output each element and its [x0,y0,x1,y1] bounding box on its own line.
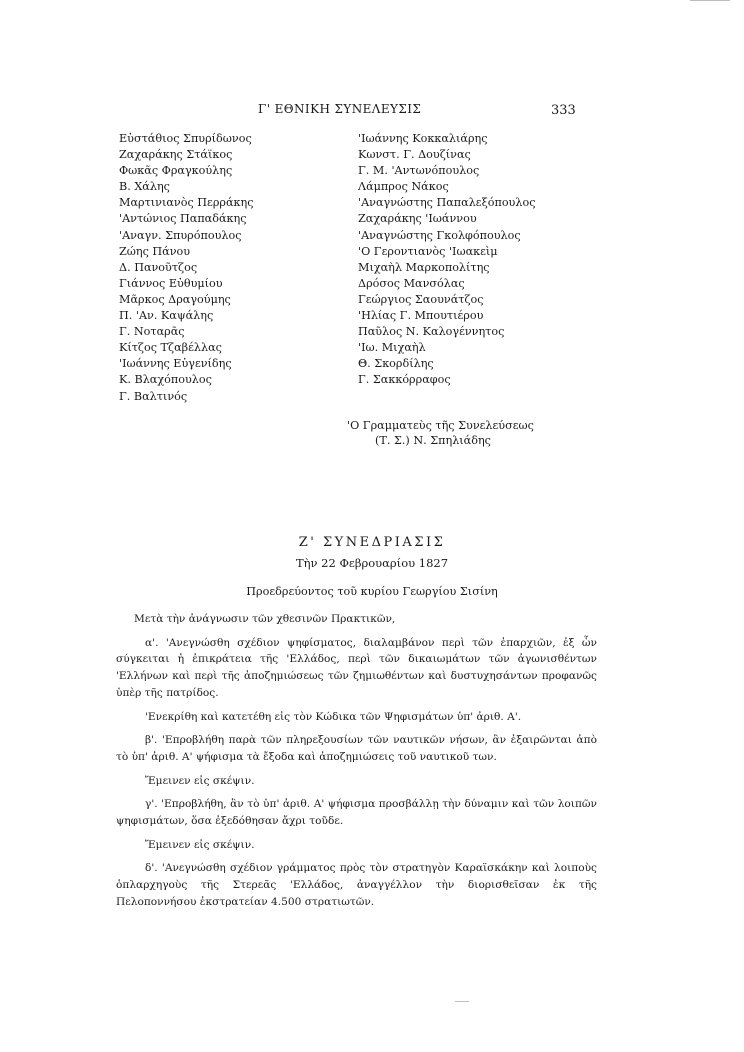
minutes-result-b: Ἔμεινεν εἰς σκέψιν. [145,774,255,787]
signatories-right-column [358,131,535,389]
signatory-name: Ζώης Πάνου [119,244,191,258]
signatory-name: Γ. Βαλτινός [119,389,188,403]
signatory-name: Εὐστάθιος Σπυρίδωνος [119,132,252,145]
minutes-body [116,611,597,917]
signatory-name: 'Ιωάννης Εὐγενίδης [119,357,232,371]
signatory-name: 'Ηλίας Γ. Μπουτιέρου [358,309,484,323]
session-date: Τὴν 22 Φεβρουαρίου 1827 [295,556,449,570]
minutes-item-b: β'. 'Επροβλήθη παρὰ τῶν πληρεξουσίων τῶν ναυτικῶν νήσων, ἂν ἐξαιρῶνται ἀπὸ τὸ ὑπ' ἀριθ. Α' ψήφισμα τὰ ἔξοδα καὶ ἀποζημιώσεις τοῦ ναυτικοῦ των. [116,734,597,764]
signatory-name: Ζαχαράκης 'Ιωάννου [358,212,477,226]
signatory-name: Κωνστ. Γ. Δουζίνας [358,148,471,162]
signatory-name: Φωκᾶς Φραγκούλης [119,164,233,178]
signatory-name: Μιχαὴλ Μαρκοπολίτης [358,260,490,274]
secretary-title: 'Ο Γραμματεὺς τῆς Συνελεύσεως [347,419,534,432]
signatories-left-column [119,131,254,405]
page-number: 333 [551,103,576,118]
signatory-name: Παῦλος Ν. Καλογέννητος [358,325,505,339]
signatory-name: 'Ιω. Μιχαὴλ [358,341,426,355]
signatory-name: 'Αναγνώστης Γκολφόπουλος [358,228,521,242]
signatory-name: Μαρτινιανὸς Περράκης [119,196,254,210]
signatory-name: 'Αναγνώστης Παπαλεξόπουλος [358,196,536,210]
signatory-name: Μᾶρκος Δραγούμης [119,292,231,306]
minutes-item-a: α'. 'Ανεγνώσθη σχέδιον ψηφίσματος, διαλαμβάνον περὶ τῶν ἐπαρχιῶν, ἐξ ὧν σύγκειται ἡ ἐπικράτεια τῆς 'Ελλάδος, περὶ τῶν δικαιωμάτων τῶν ἀγωνισθέντων 'Ελλήνων καὶ περὶ τῆς ἀποζημιώσεως τῶν ζημιωθέντων καὶ δυστυχησάντων προφανῶς ὑπὲρ τῆς πατρίδος. [116,636,597,700]
minutes-result-c: Ἔμεινεν εἰς σκέψιν. [145,838,255,851]
signatory-name: Δρόσος Μανσόλας [358,276,465,290]
minutes-item-d: δ'. 'Ανεγνώσθη σχέδιον γράμματος πρὸς τὸν στρατηγὸν Καραϊσκάκην καὶ λοιποὺς ὁπλαρχηγοὺς τῆς Στερεᾶς 'Ελλάδος, ἀναγγέλλον τὴν διορισθεῖσαν ἐκ τῆς Πελοποννήσου ἐκστρατείαν 4.500 στρατιωτῶν. [116,862,597,908]
signatory-name: Κ. Βλαχόπουλος [119,373,212,387]
signatory-name: Δ. Πανοῦτζος [119,260,198,274]
signatory-name: Γιάννος Εὐθυμίου [119,276,223,290]
signatory-name: Ζαχαράκης Στάϊκος [119,148,233,162]
signatory-name: 'Ιωάννης Κοκκαλιάρης [358,132,488,145]
signatory-name: Θ. Σκορδίλης [358,357,434,371]
signatory-name: Γ. Νοταρᾶς [119,325,185,339]
signatory-name: 'Ο Γεροντιανὸς 'Ιωακεὶμ [358,244,498,258]
scan-mark-bottom [455,1001,469,1002]
minutes-intro: Μετὰ τὴν ἀνάγνωσιν τῶν χθεσινῶν Πρακτικῶν, [134,613,396,625]
signatory-name: Β. Χάλης [119,180,170,194]
running-header: Γ' ΕΘΝΙΚΗ ΣΥΝΕΛΕΥΣΙΣ [258,102,422,116]
signatory-name: 'Αντώνιος Παπαδάκης [119,212,247,226]
signatory-name: Γ. Σακκόρραφος [358,373,451,387]
minutes-result-a: 'Ενεκρίθη καὶ κατετέθη εἰς τὸν Κώδικα τῶν Ψηφισμάτων ὑπ' ἀριθ. Α'. [145,710,522,723]
signatory-name: Κίτζος Τζαβέλλας [119,341,222,355]
secretary-signature [347,418,534,448]
minutes-item-c: γ'. 'Επροβλήθη, ἂν τὸ ὑπ' ἀριθ. Α' ψήφισμα προσβάλλῃ τὴν δύναμιν καὶ τῶν λοιπῶν ψηφισμάτων, ὅσα ἐξεδόθησαν ἄχρι τοῦδε. [116,798,597,828]
signatory-name: Γεώργιος Σαουνάτζος [358,292,484,306]
signatory-name: Λάμπρος Νάκος [358,180,449,194]
signatory-name: Π. 'Αν. Καψάλης [119,309,214,323]
secretary-name: (Τ. Σ.) Ν. Σπηλιάδης [375,434,491,447]
signatory-name: Γ. Μ. 'Αντωνόπουλος [358,164,480,178]
session-title: Ζ' ΣΥΝΕΔΡΙΑΣΙΣ [298,535,446,550]
signatory-name: 'Αναγν. Σπυρόπουλος [119,228,242,242]
presiding-line: Προεδρεύοντος τοῦ κυρίου Γεωργίου Σισίνη [246,585,498,598]
scan-mark-top [690,0,730,1]
